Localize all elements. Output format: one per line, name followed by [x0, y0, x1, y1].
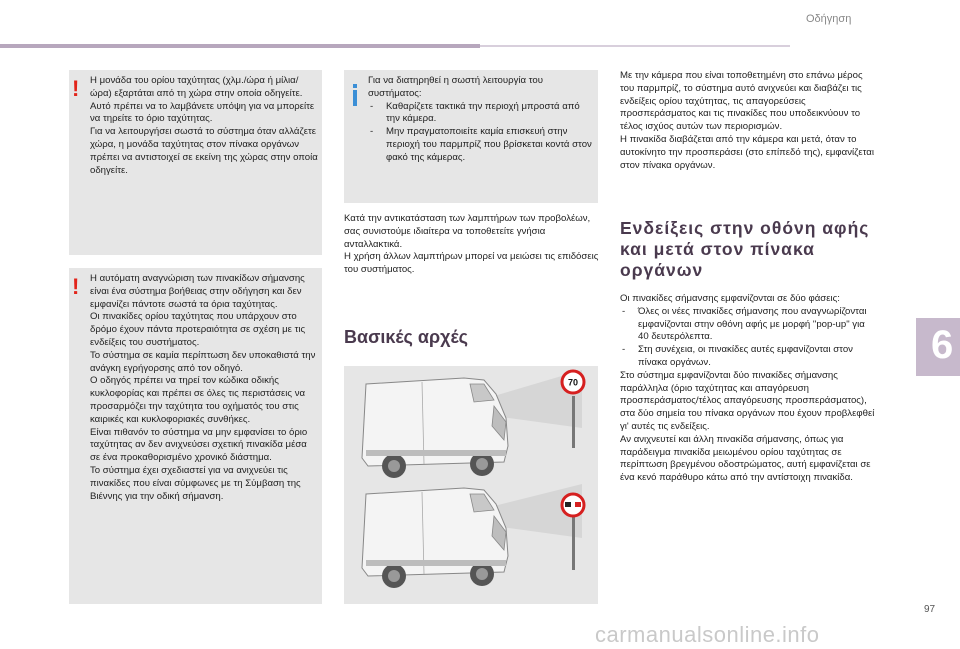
van-top: [362, 378, 508, 478]
warning-box-recognition-text: [90, 273, 319, 503]
list-item: - Στη συνέχεια, οι πινακίδες αυτές εμφανίζονται στον πίνακα οργάνων.: [620, 344, 878, 370]
header-rule-light: [480, 45, 790, 47]
info-icon: [353, 84, 357, 106]
right-column-body: [620, 293, 878, 485]
list-item: - Μην πραγματοποιείτε καμία επισκευή στην περιοχή του παρμπρίζ που βρίσκεται κοντά στον φακό της κάμερας.: [368, 126, 595, 164]
van-illustration: [344, 366, 598, 604]
paragraph: Είναι πιθανόν το σύστημα να μην εμφανίσει το όριο ταχύτητας αν δεν ανιχνεύσει σχετική πινακίδα μέσα σε ένα προκαθορισμένο χρονικό διάστημα.: [90, 426, 308, 464]
chapter-number: 6: [931, 323, 954, 367]
section-title: Οδήγηση: [806, 13, 852, 25]
paragraph: Η αυτόματη αναγνώριση των πινακίδων σήμανσης είναι ένα σύστημα βοήθειας στην οδήγηση και δεν εμφανίζει πάντοτε σωστά τα όρια ταχύτητας.: [90, 273, 305, 310]
list-item: - Καθαρίζετε τακτικά την περιοχή μπροστά από την κάμερα.: [368, 101, 595, 127]
watermark: carmanualsonline.info: [595, 622, 820, 647]
paragraph: Κατά την αντικατάσταση των λαμπτήρων των προβολέων, σας συνιστούμε ιδιαίτερα να τοποθετείτε γνήσια ανταλλακτικά.: [344, 213, 591, 250]
paragraph: Η μονάδα του ορίου ταχύτητας (χλμ./ώρα ή μίλια/ώρα) εξαρτάται από τη χώρα στην οποία οδηγείτε.: [90, 75, 303, 99]
paragraph: Το σύστημα έχει σχεδιαστεί για να ανιχνεύει τις πινακίδες που είναι σύμφωνες με τη Σύμβαση της Βιέννης για την οδική σήμανση.: [90, 464, 301, 502]
info-box-text: [368, 75, 595, 165]
warning-icon: !: [72, 274, 80, 299]
van-bottom: [362, 488, 508, 588]
header-rule: [0, 44, 480, 48]
warning-icon: !: [72, 76, 80, 101]
right-column-intro: [620, 70, 878, 172]
speed-limit-label: 70: [567, 377, 579, 388]
info-intro: Για να διατηρηθεί η σωστή λειτουργία του συστήματος:: [368, 75, 543, 99]
page-number: 97: [924, 604, 936, 615]
paragraph: Αν ανιχνευτεί και άλλη πινακίδα σήμανσης, όπως για παράδειγμα πινακίδα μειωμένου ορίου ταχύτητας σε περίπτωση βρεγμένου οδοστρώματος, αυτή εμφανίζεται σε ένα κενό παράθυρο κάτω από την αντίστοιχη πινακίδα.: [620, 433, 871, 484]
paragraph: Οι πινακίδες σήμανσης εμφανίζονται σε δύο φάσεις:: [620, 293, 840, 304]
paragraph: Οι πινακίδες ορίου ταχύτητας που υπάρχουν στο δρόμο έχουν πάντα προτεραιότητα σε σχέση με τις ενδείξεις του συστήματος.: [90, 311, 306, 348]
bulb-note: [344, 213, 600, 277]
paragraph: Ο οδηγός πρέπει να τηρεί τον κώδικα οδικής κυκλοφορίας και πρέπει σε όλες τις περιστάσεις να προσαρμόζει την ταχύτητα του οχήματός του στις καιρικές και κυκλοφοριακές συνθήκες.: [90, 375, 306, 425]
warning-box-units-text: [90, 75, 318, 177]
paragraph: Η χρήση άλλων λαμπτήρων μπορεί να μειώσει τις επιδόσεις του συστήματος.: [344, 251, 599, 276]
van-illustration-svg: [344, 366, 598, 604]
display-heading: Ενδείξεις στην οθόνη αφής και μετά στον πίνακα οργάνων: [620, 218, 870, 280]
paragraph: Η πινακίδα διαβάζεται από την κάμερα και μετά, όταν το αυτοκίνητο την προσπεράσει (στο επίπεδό της), εμφανίζεται στον πίνακα οργάνων.: [620, 133, 874, 171]
paragraph: Με την κάμερα που είναι τοποθετημένη στο επάνω μέρος του παρμπρίζ, το σύστημα αυτό ανιχνεύει και διαβάζει τις ενδείξεις ορίου ταχύτητας, τις απαγορεύσεις προσπεράσματος και τις πινακίδες που υποδεικνύουν το τέλος ισχύος αυτών των περιορισμών.: [620, 70, 863, 133]
basics-heading: Βασικές αρχές: [344, 327, 468, 347]
list-item: - Όλες οι νέες πινακίδες σήμανσης που αναγνωρίζονται εμφανίζονται στην οθόνη αφής με μορφή "pop-up" για 40 δευτερόλεπτα.: [620, 306, 878, 344]
paragraph: Αυτό πρέπει να το λαμβάνετε υπόψη για να μπορείτε να τηρείτε το όριο ταχύτητας.: [90, 100, 315, 125]
paragraph: Για να λειτουργήσει σωστά το σύστημα όταν αλλάζετε χώρα, η μονάδα ταχύτητας στον πίνακα οργάνων πρέπει να αντιστοιχεί σε εκείνη της χώρας στην οποία οδηγείτε.: [90, 126, 318, 176]
paragraph: Το σύστημα σε καμία περίπτωση δεν υποκαθιστά την ανάγκη εγρήγορσης από τον οδηγό.: [90, 349, 316, 374]
paragraph: Στο σύστημα εμφανίζονται δύο πινακίδες σήμανσης παράλληλα (όριο ταχύτητας και απαγόρευση προσπεράσματος/τέλος απαγόρευσης προσπεράσματος), στα δύο σημεία του πίνακα οργάνων που έχουν προβλεφθεί γι' αυτές τις ενδείξεις.: [620, 369, 875, 432]
